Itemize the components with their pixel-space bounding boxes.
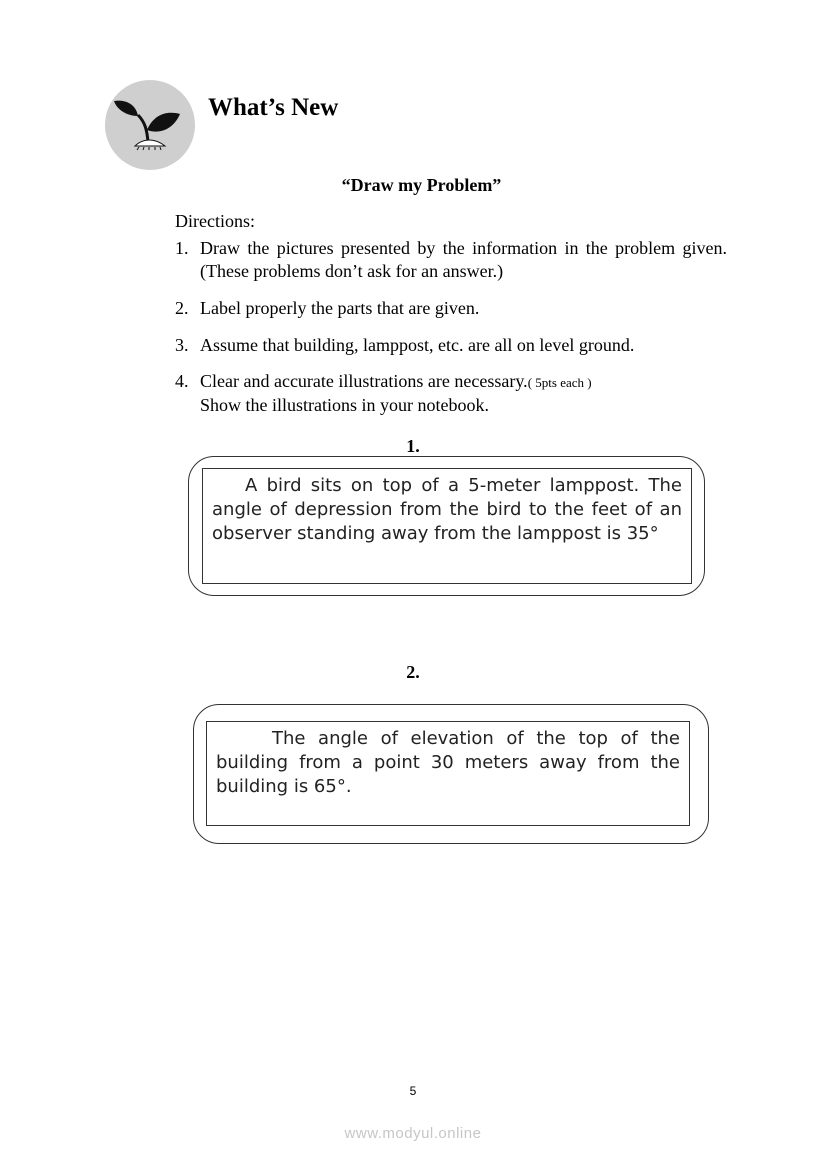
direction-item xyxy=(175,370,727,417)
watermark: www.modyul.online xyxy=(344,1125,482,1142)
direction-number: 4. xyxy=(175,371,189,391)
section-icon-circle xyxy=(105,80,195,170)
problem-text-2: The angle of elevation of the top of the building from a point 30 meters away from the building is 65°. xyxy=(206,721,690,826)
activity-title: “Draw my Problem” xyxy=(341,175,502,195)
problem-number-2: 2. xyxy=(406,662,420,682)
direction-text: Label properly the parts that are given. xyxy=(200,298,480,318)
direction-item xyxy=(175,237,727,283)
direction-item xyxy=(175,334,727,357)
page-number: 5 xyxy=(409,1084,417,1098)
direction-number: 1. xyxy=(175,238,189,258)
direction-item xyxy=(175,297,727,320)
section-title: What’s New xyxy=(208,94,339,121)
direction-text-main: Clear and accurate illustrations are necessary. xyxy=(200,371,528,391)
direction-text: Draw the pictures presented by the information in the problem given. (These problems don’t ask for an answer.) xyxy=(200,238,727,281)
problem-text-1: A bird sits on top of a 5-meter lamppost. The angle of depression from the bird to the feet of an observer standing away from the lamppost is 35° xyxy=(202,468,692,584)
direction-number: 3. xyxy=(175,335,189,355)
plant-sprout-icon xyxy=(105,80,195,170)
direction-text xyxy=(200,370,727,417)
direction-text-second-line: Show the illustrations in your notebook. xyxy=(200,395,489,415)
direction-text: Assume that building, lamppost, etc. are all on level ground. xyxy=(200,335,635,355)
problem-number-1: 1. xyxy=(406,436,420,456)
direction-number: 2. xyxy=(175,298,189,318)
points-note: ( 5pts each ) xyxy=(527,375,592,390)
directions-label: Directions: xyxy=(175,211,255,231)
